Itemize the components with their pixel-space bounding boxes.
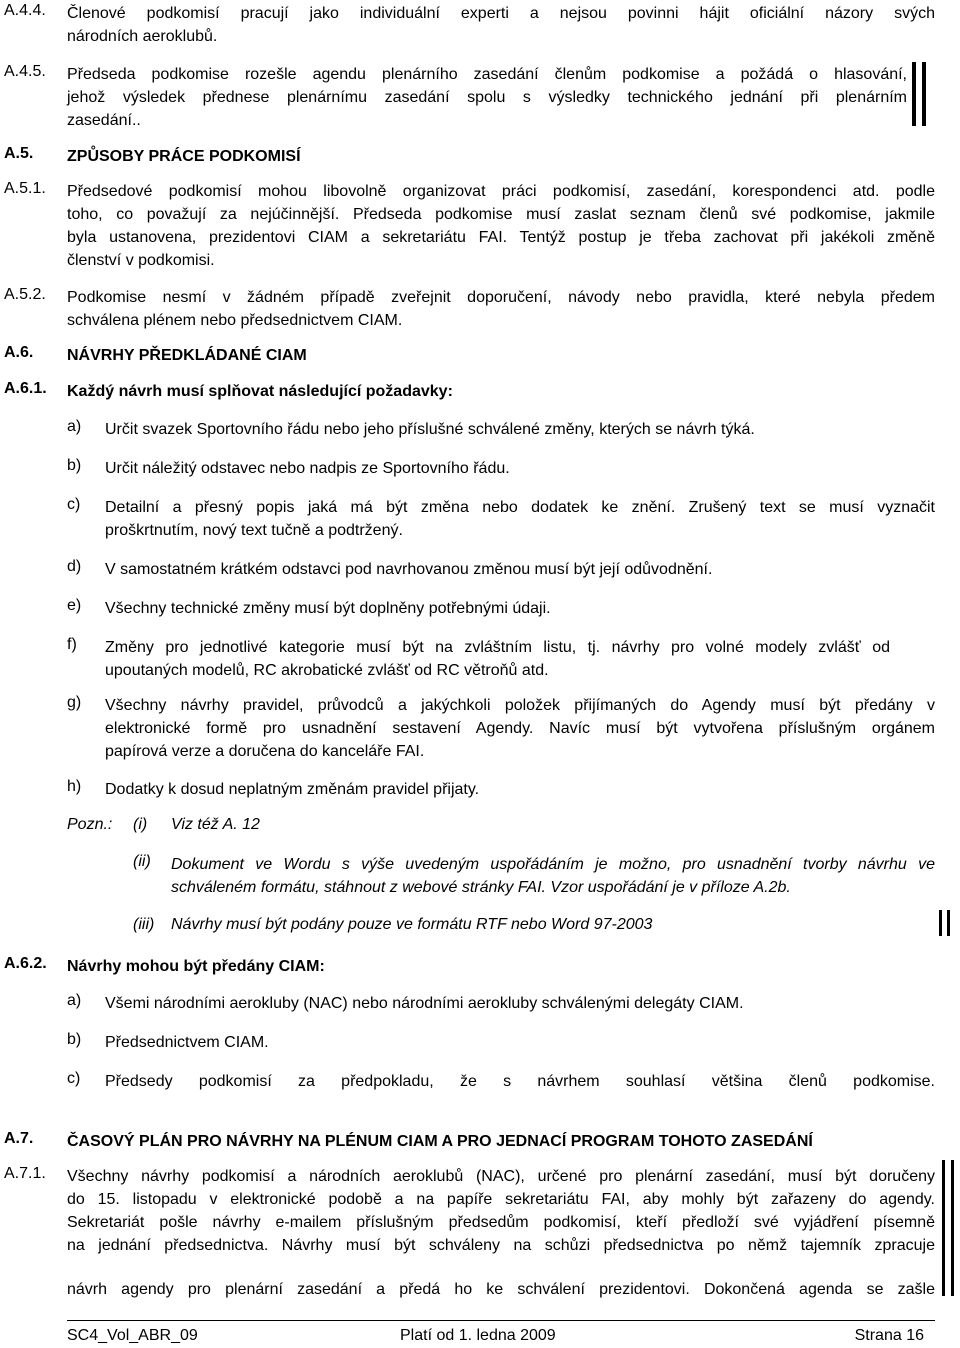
section-number-a5: A.5. — [4, 145, 34, 162]
list-label: a) — [67, 992, 82, 1009]
list-label: b) — [67, 1031, 82, 1048]
footer-page-number: Strana 16 — [854, 1327, 924, 1344]
heading-a6: NÁVRHY PŘEDKLÁDANÉ CIAM — [67, 347, 307, 364]
list-item: proškrtnutím, nový text tučně a podtržený. — [105, 522, 403, 539]
note-roman: (i) — [133, 816, 148, 833]
note-roman: (ii) — [133, 853, 151, 870]
list-item: Určit svazek Sportovního řádu nebo jeho příslušné schválené změny, kterých se návrh týká. — [105, 421, 755, 438]
footer-divider — [67, 1320, 935, 1321]
paragraph-a52-line1: Podkomise nesmí v žádném případě zveřejnit doporučení, návody nebo pravidla, které nebyla předem — [67, 289, 935, 306]
paragraph-a71-line1: Všechny návrhy podkomisí a národních aeroklubů (NAC), určené pro plenární zasedání, musí být doručeny — [67, 1168, 935, 1185]
revision-bar — [939, 910, 942, 936]
paragraph-a51-line3: byla ustanovena, prezidentovi CIAM a sekretariátu FAI. Tentýž postup je třeba zachovat při jakékoli změně — [67, 229, 935, 246]
list-item: V samostatném krátkém odstavci pod navrhovanou změnou musí být její odůvodnění. — [105, 561, 713, 578]
note-label: Pozn.: — [67, 816, 113, 833]
list-item: Všemi národními aerokluby (NAC) nebo národními aerokluby schválenými delegáty CIAM. — [105, 995, 744, 1012]
paragraph-a51-line2: toho, co považují za nejúčinnější. Předseda podkomise musí zaslat seznam členů své podkomise, jakmile — [67, 206, 935, 223]
list-label: c) — [67, 496, 81, 513]
paragraph-a44-line2: národních aeroklubů. — [67, 28, 218, 45]
list-item: Změny pro jednotlivé kategorie musí být na zvláštním listu, tj. návrhy pro volné modely zvlášť od — [105, 639, 890, 656]
paragraph-a71-line2: do 15. listopadu v elektronické podobě a na papíře sekretariátu FAI, aby mohly být zařazeny do agendy. — [67, 1191, 935, 1208]
list-label: h) — [67, 778, 82, 795]
note-item: Návrhy musí být podány pouze ve formátu RTF nebo Word 97-2003 — [171, 916, 653, 933]
paragraph-a45-line2: jehož výsledek přednese plenárnímu zasedání spolu s výsledky technického jednání při plenárním — [67, 89, 907, 106]
revision-bar — [951, 1160, 954, 1296]
paragraph-a71-line3: Sekretariát pošle návrhy e-mailem příslušným předsedům podkomisí, kteří předloží své vyjádření písemně — [67, 1214, 935, 1231]
section-number-a6: A.6. — [4, 344, 34, 361]
section-number-a44: A.4.4. — [4, 2, 46, 19]
revision-bar — [947, 910, 950, 936]
paragraph-a71-line5: návrh agendy pro plenární zasedání a předá ho ke schválení prezidentovi. Dokončená agenda se zašle — [67, 1281, 935, 1298]
section-number-a71: A.7.1. — [4, 1165, 46, 1182]
paragraph-a44-line1: Členové podkomisí pracují jako individuální experti a nejsou povinni hájit oficiální názory svých — [67, 5, 935, 22]
section-number-a61: A.6.1. — [4, 380, 47, 397]
footer-document-id: SC4_Vol_ABR_09 — [67, 1327, 198, 1344]
paragraph-a51-line1: Předsedové podkomisí mohou libovolně organizovat práci podkomisí, zasedání, korespondenci atd. podle — [67, 183, 935, 200]
paragraph-a52-line2: schválena plénem nebo předsednictvem CIAM. — [67, 312, 403, 329]
heading-a5: ZPŮSOBY PRÁCE PODKOMISÍ — [67, 148, 301, 165]
section-number-a62: A.6.2. — [4, 955, 47, 972]
heading-a61: Každý návrh musí splňovat následující požadavky: — [67, 383, 453, 400]
list-item: Detailní a přesný popis jaká má být změna nebo dodatek ke znění. Zrušený text se musí vyznačit — [105, 499, 935, 516]
section-number-a7: A.7. — [4, 1130, 34, 1147]
section-number-a45: A.4.5. — [4, 63, 46, 80]
revision-bar — [912, 62, 916, 126]
paragraph-a51-line4: členství v podkomisi. — [67, 252, 215, 269]
list-item: Předsedy podkomisí za předpokladu, že s návrhem souhlasí většina členů podkomise. — [105, 1073, 935, 1090]
revision-bar — [942, 1160, 945, 1296]
note-roman: (iii) — [133, 916, 155, 933]
note-item: Viz též A. 12 — [171, 816, 260, 833]
section-number-a51: A.5.1. — [4, 180, 46, 197]
note-item: schváleném formátu, stáhnout z webové stránky FAI. Vzor uspořádání je v příloze A.2b. — [171, 879, 791, 896]
list-label: a) — [67, 418, 82, 435]
paragraph-a45-line1: Předseda podkomise rozešle agendu plenárního zasedání členům podkomise a požádá o hlasování, — [67, 66, 907, 83]
footer-valid-from: Platí od 1. ledna 2009 — [400, 1327, 556, 1344]
paragraph-a71-line4: na jednání předsednictva. Návrhy musí být schváleny na schůzi předsednictva po němž tajemník zpracuje — [67, 1237, 935, 1254]
list-item: Určit náležitý odstavec nebo nadpis ze Sportovního řádu. — [105, 460, 510, 477]
list-item: Dodatky k dosud neplatným změnám pravidel přijaty. — [105, 781, 480, 798]
revision-bar — [922, 62, 926, 126]
list-label: g) — [67, 694, 82, 711]
list-label: c) — [67, 1070, 81, 1087]
paragraph-a45-line3: zasedání.. — [67, 112, 141, 129]
list-label: b) — [67, 457, 82, 474]
list-item: upoutaných modelů, RC akrobatické zvlášť od RC větroňů atd. — [105, 662, 549, 679]
heading-a7: ČASOVÝ PLÁN PRO NÁVRHY NA PLÉNUM CIAM A PRO JEDNACÍ PROGRAM TOHOTO ZASEDÁNÍ — [67, 1133, 813, 1150]
list-label: d) — [67, 558, 82, 575]
list-label: f) — [67, 636, 77, 653]
list-item: Předsednictvem CIAM. — [105, 1034, 269, 1051]
heading-a62: Návrhy mohou být předány CIAM: — [67, 958, 325, 975]
list-item: elektronické formě pro usnadnění sestavení Agendy. Navíc musí být vytvořena příslušným orgánem — [105, 720, 935, 737]
section-number-a52: A.5.2. — [4, 286, 46, 303]
list-label: e) — [67, 597, 82, 614]
note-item: Dokument ve Wordu s výše uvedeným uspořádáním je možno, pro usnadnění tvorby návrhu ve — [171, 856, 935, 873]
list-item: Všechny návrhy pravidel, průvodců a jakýchkoli položek přijímaných do Agendy musí být předány v — [105, 697, 935, 714]
list-item: papírová verze a doručena do kanceláře FAI. — [105, 743, 425, 760]
list-item: Všechny technické změny musí být doplněny potřebnými údaji. — [105, 600, 551, 617]
